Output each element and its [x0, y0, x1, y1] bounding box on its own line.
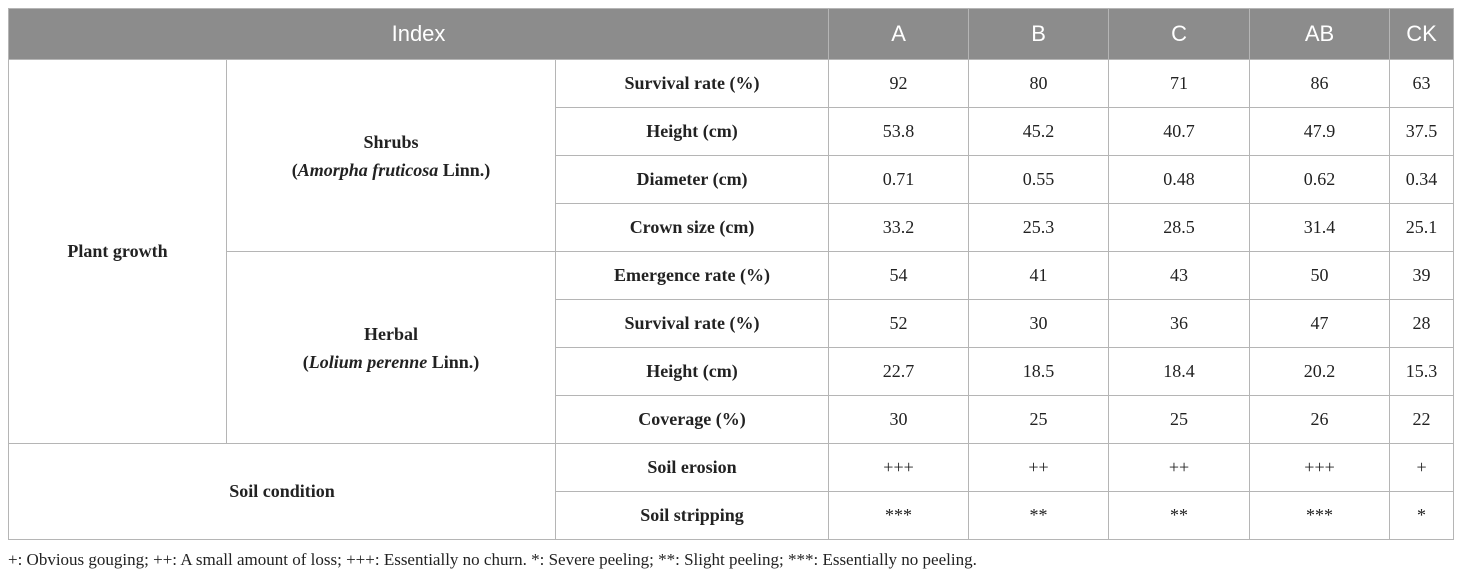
header-col-b: B: [969, 9, 1109, 60]
table-body: [9, 60, 1454, 540]
table-container: [8, 8, 1453, 540]
cell-value: 92: [829, 60, 969, 108]
subgroup-shrubs-latin-line: [227, 156, 555, 184]
metric-label: Coverage (%): [556, 396, 829, 444]
metric-label: Height (cm): [556, 348, 829, 396]
cell-value: 47: [1250, 300, 1390, 348]
subgroup-shrubs: [227, 60, 556, 252]
subgroup-shrubs-suffix: Linn.): [438, 159, 491, 180]
subgroup-herbal-open: (: [302, 351, 309, 372]
metric-label: Emergence rate (%): [556, 252, 829, 300]
cell-value: 28: [1390, 300, 1454, 348]
cell-value: ***: [829, 492, 969, 540]
cell-value: 0.34: [1390, 156, 1454, 204]
cell-value: ++: [969, 444, 1109, 492]
metric-label: Survival rate (%): [556, 300, 829, 348]
cell-value: *: [1390, 492, 1454, 540]
table-footnote: +: Obvious gouging; ++: A small amount of loss; +++: Essentially no churn. *: Severe peeling; **: Slight peeling; ***: Essentially no peeling.: [8, 550, 977, 569]
metric-label: Crown size (cm): [556, 204, 829, 252]
subgroup-herbal-suffix: Linn.): [427, 351, 480, 372]
metric-label: Soil stripping: [556, 492, 829, 540]
cell-value: 39: [1390, 252, 1454, 300]
cell-value: ++: [1109, 444, 1250, 492]
cell-value: **: [969, 492, 1109, 540]
group-soil-condition: Soil condition: [9, 444, 556, 540]
group-plant-growth: Plant growth: [9, 60, 227, 444]
metric-label: Soil erosion: [556, 444, 829, 492]
cell-value: 47.9: [1250, 108, 1390, 156]
cell-value: 0.55: [969, 156, 1109, 204]
cell-value: 50: [1250, 252, 1390, 300]
cell-value: 86: [1250, 60, 1390, 108]
cell-value: 25.1: [1390, 204, 1454, 252]
cell-value: 25: [1109, 396, 1250, 444]
cell-value: 25.3: [969, 204, 1109, 252]
header-index: Index: [9, 9, 829, 60]
table-row: [9, 60, 1454, 108]
cell-value: 20.2: [1250, 348, 1390, 396]
cell-value: 0.71: [829, 156, 969, 204]
cell-value: 40.7: [1109, 108, 1250, 156]
cell-value: 18.4: [1109, 348, 1250, 396]
header-col-c: C: [1109, 9, 1250, 60]
cell-value: 28.5: [1109, 204, 1250, 252]
subgroup-herbal-latin: Lolium perenne: [308, 351, 428, 372]
cell-value: +: [1390, 444, 1454, 492]
cell-value: 63: [1390, 60, 1454, 108]
subgroup-herbal: [227, 252, 556, 444]
data-table: [8, 8, 1454, 540]
table-row: [9, 444, 1454, 492]
subgroup-shrubs-open: (: [291, 159, 298, 180]
cell-value: 25: [969, 396, 1109, 444]
cell-value: ***: [1250, 492, 1390, 540]
cell-value: 30: [969, 300, 1109, 348]
header-row: [9, 9, 1454, 60]
metric-label: Diameter (cm): [556, 156, 829, 204]
cell-value: 26: [1250, 396, 1390, 444]
metric-label: Survival rate (%): [556, 60, 829, 108]
cell-value: 37.5: [1390, 108, 1454, 156]
cell-value: 41: [969, 252, 1109, 300]
cell-value: 45.2: [969, 108, 1109, 156]
header-col-a: A: [829, 9, 969, 60]
cell-value: 0.62: [1250, 156, 1390, 204]
subgroup-herbal-name: Herbal: [364, 323, 418, 344]
cell-value: 22.7: [829, 348, 969, 396]
cell-value: 18.5: [969, 348, 1109, 396]
cell-value: +++: [829, 444, 969, 492]
cell-value: 53.8: [829, 108, 969, 156]
cell-value: 80: [969, 60, 1109, 108]
cell-value: 15.3: [1390, 348, 1454, 396]
subgroup-shrubs-name: Shrubs: [363, 131, 419, 152]
metric-label: Height (cm): [556, 108, 829, 156]
cell-value: 22: [1390, 396, 1454, 444]
cell-value: 30: [829, 396, 969, 444]
cell-value: 71: [1109, 60, 1250, 108]
cell-value: 0.48: [1109, 156, 1250, 204]
subgroup-herbal-latin-line: [227, 348, 555, 376]
table-header: [9, 9, 1454, 60]
cell-value: 43: [1109, 252, 1250, 300]
header-col-ck: CK: [1390, 9, 1454, 60]
cell-value: +++: [1250, 444, 1390, 492]
cell-value: 31.4: [1250, 204, 1390, 252]
cell-value: 54: [829, 252, 969, 300]
cell-value: 52: [829, 300, 969, 348]
cell-value: 33.2: [829, 204, 969, 252]
cell-value: **: [1109, 492, 1250, 540]
header-col-ab: AB: [1250, 9, 1390, 60]
cell-value: 36: [1109, 300, 1250, 348]
subgroup-shrubs-latin: Amorpha fruticosa: [297, 159, 439, 180]
